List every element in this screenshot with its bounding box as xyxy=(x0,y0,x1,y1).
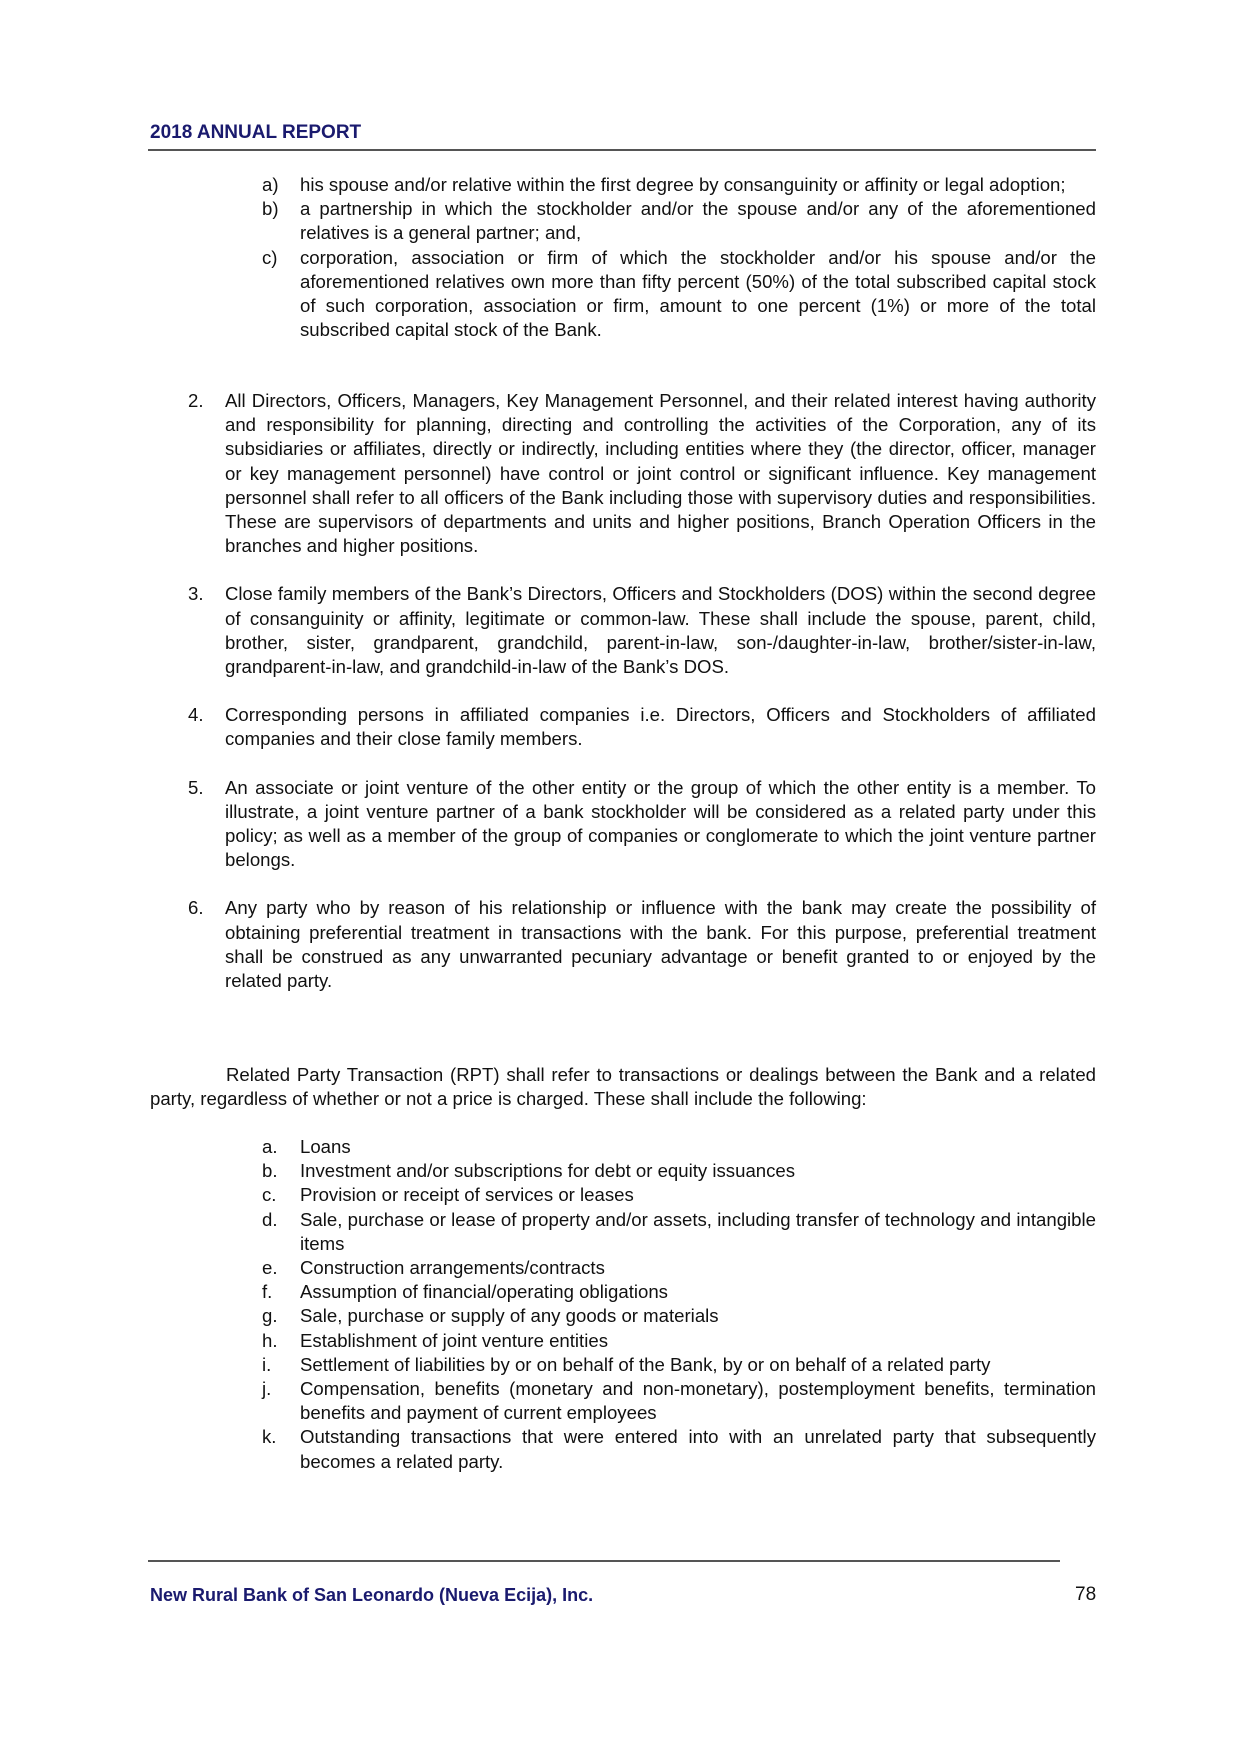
item-text: Any party who by reason of his relationship or influence with the bank may create the possibility of obtaining preferential treatment in transactions with the bank. For this purpose, preferential treatment shall be construed as any unwarranted pecuniary advantage or benefit granted to or enjoyed by the related party. xyxy=(225,897,1096,992)
footer-organization-name: New Rural Bank of San Leonardo (Nueva Ecija), Inc. xyxy=(150,1585,594,1605)
list-item-label: e. xyxy=(262,1257,278,1279)
list-item-label: c. xyxy=(262,1184,277,1206)
numbered-item-3 xyxy=(188,582,1096,679)
list-item-text: Construction arrangements/contracts xyxy=(300,1257,605,1279)
list-item-text: Loans xyxy=(300,1136,351,1157)
list-item xyxy=(262,1159,1096,1183)
list-item xyxy=(262,1256,1096,1280)
item-text: An associate or joint venture of the other entity or the group of which the other entity is a member. To illustrate, a joint venture partner of a bank stockholder will be considered as a related party under this policy; as well as a member of the group of companies or conglomerate to which the joint venture partner belongs. xyxy=(225,776,1096,871)
item-text: Close family members of the Bank’s Directors, Officers and Stockholders (DOS) within the second degree of consanguinity or affinity, legitimate or common-law. These shall include the spouse, parent, child, brother, sister, grandparent, grandchild, parent-in-law, son-/daughter-in-law, brother/sister-in-law, grandparent-in-law, and grandchild-in-law of the Bank’s DOS. xyxy=(225,583,1096,678)
list-item-label: i. xyxy=(262,1353,272,1375)
item-number: 2. xyxy=(188,390,204,411)
list-item-label: f. xyxy=(262,1281,273,1303)
item-text: Corresponding persons in affiliated companies i.e. Directors, Officers and Stockholders of affiliated companies and their close family members. xyxy=(225,704,1096,750)
report-header-title: 2018 ANNUAL REPORT xyxy=(150,122,362,143)
list-item xyxy=(262,197,1096,245)
list-item-text: Compensation, benefits (monetary and non-monetary), postemployment benefits, termination benefits and payment of current employees xyxy=(300,1378,1096,1424)
list-item-text: corporation, association or firm of which the stockholder and/or his spouse and/or the aforementioned relatives own more than fifty percent (50%) of the total subscribed capital stock of such corporation, association or firm, amount to one percent (1%) or more of the total subscribed capital stock of the Bank. xyxy=(300,246,1096,341)
item-number: 4. xyxy=(188,704,204,726)
list-item-label: d. xyxy=(262,1208,278,1230)
list-item-label: b) xyxy=(262,198,279,220)
footer-divider xyxy=(148,1560,1060,1562)
item-number: 5. xyxy=(188,776,204,798)
list-item xyxy=(262,1329,1096,1353)
list-item-text: Settlement of liabilities by or on behalf of the Bank, by or on behalf of a related party xyxy=(300,1353,991,1375)
list-item-text: Establishment of joint venture entities xyxy=(300,1329,608,1351)
list-item-label: k. xyxy=(262,1426,277,1448)
list-item xyxy=(262,1183,1096,1207)
rpt-transactions-list xyxy=(262,1135,1096,1474)
numbered-item-4 xyxy=(188,703,1096,751)
related-parties-numbered-list xyxy=(188,389,1096,1017)
list-item-text: Provision or receipt of services or leases xyxy=(300,1184,634,1206)
numbered-item-5 xyxy=(188,776,1096,873)
header-divider xyxy=(148,149,1096,151)
item-text: All Directors, Officers, Managers, Key Management Personnel, and their related interest having authority and responsibility for planning, directing and controlling the activities of the Corporation, any of its subsidiaries or affiliates, directly or indirectly, including entities where they (the director, officer, manager or key management personnel) have control or joint control or significant influence. Key management personnel shall refer to all officers of the Bank including those with supervisory duties and responsibilities. These are supervisors of departments and units and higher positions, Branch Operation Officers in the branches and higher positions. xyxy=(225,390,1096,557)
list-item-text: Sale, purchase or supply of any goods or materials xyxy=(300,1305,719,1327)
list-item-label: b. xyxy=(262,1160,278,1182)
list-item xyxy=(262,1377,1096,1425)
numbered-item-2 xyxy=(188,389,1096,558)
list-item-label: a. xyxy=(262,1136,278,1157)
list-item xyxy=(262,1304,1096,1328)
list-item-text: his spouse and/or relative within the first degree by consanguinity or affinity or legal adoption; xyxy=(300,174,1066,195)
rpt-definition-paragraph: Related Party Transaction (RPT) shall refer to transactions or dealings between the Bank and a related party, regardless of whether or not a price is charged. These shall include the following: xyxy=(150,1064,1096,1110)
list-item-label: j. xyxy=(262,1378,272,1400)
list-item-label: h. xyxy=(262,1329,278,1351)
list-item-text: Outstanding transactions that were entered into with an unrelated party that subsequently becomes a related party. xyxy=(300,1426,1096,1472)
page-number: 78 xyxy=(1075,1584,1097,1605)
list-item xyxy=(262,1280,1096,1304)
list-item-text: Sale, purchase or lease of property and/or assets, including transfer of technology and intangible items xyxy=(300,1208,1096,1254)
list-item xyxy=(262,1135,1096,1159)
list-item xyxy=(262,246,1096,343)
item-number: 3. xyxy=(188,583,204,605)
list-item-label: g. xyxy=(262,1305,278,1327)
list-item xyxy=(262,1353,1096,1377)
stockholder-related-interest-list xyxy=(262,173,1096,342)
list-item xyxy=(262,173,1096,197)
list-item-text: a partnership in which the stockholder and/or the spouse and/or any of the aforementioned relatives is a general partner; and, xyxy=(300,198,1096,244)
list-item-text: Assumption of financial/operating obligations xyxy=(300,1281,668,1303)
item-number: 6. xyxy=(188,897,204,919)
list-item xyxy=(262,1208,1096,1256)
list-item-label: a) xyxy=(262,174,279,195)
list-item xyxy=(262,1425,1096,1473)
list-item-label: c) xyxy=(262,246,278,268)
list-item-text: Investment and/or subscriptions for debt or equity issuances xyxy=(300,1160,796,1182)
numbered-item-6 xyxy=(188,896,1096,993)
